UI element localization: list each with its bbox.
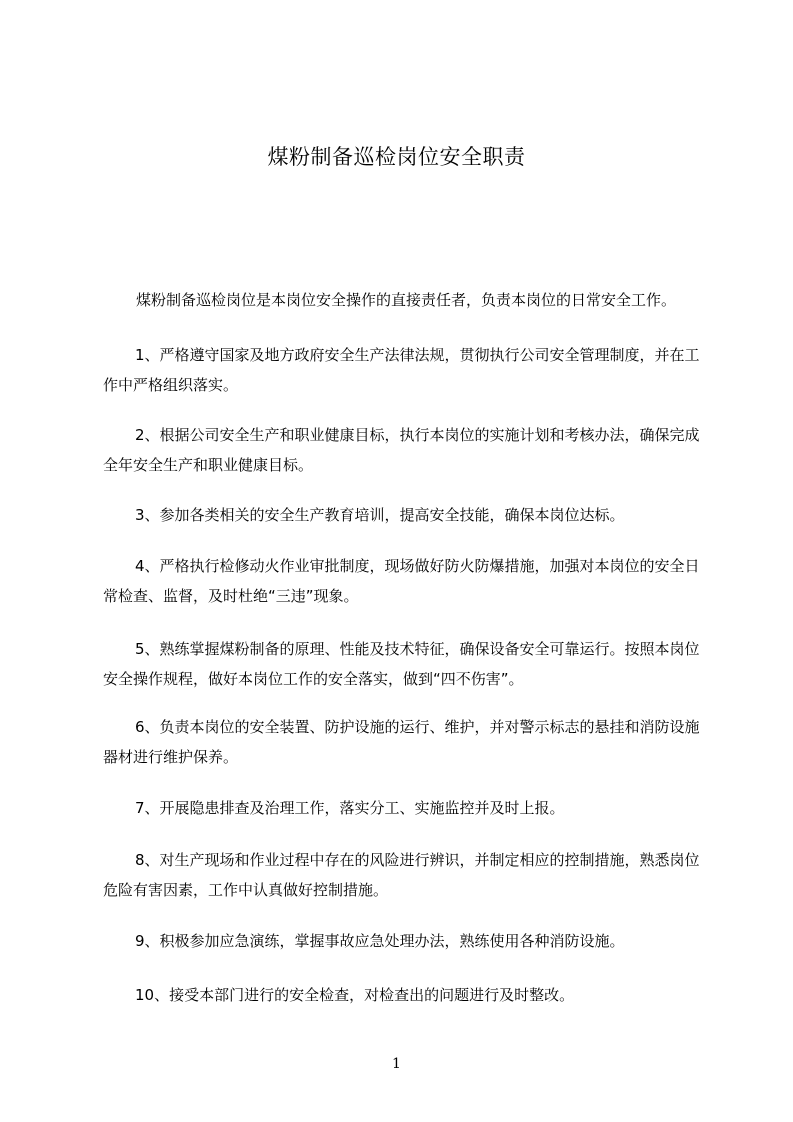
intro-paragraph: 煤粉制备巡检岗位是本岗位安全操作的直接责任者，负责本岗位的日常安全工作。	[136, 291, 677, 309]
duty-item-3: 3、参加各类相关的安全生产教育培训，提高安全技能，确保本岗位达标。	[135, 506, 625, 524]
page-number: 1	[392, 1056, 401, 1072]
duty-item-2: 2、根据公司安全生产和职业健康目标，执行本岗位的实施计划和考核办法，确保完成全年安全生产和职业健康目标。	[103, 426, 700, 474]
duty-item-1: 1、严格遵守国家及地方政府安全生产法律法规，贯彻执行公司安全管理制度，并在工作中严格组织落实。	[103, 346, 700, 394]
duty-item-7: 7、开展隐患排查及治理工作，落实分工、实施监控并及时上报。	[135, 799, 565, 817]
duty-item-6: 6、负责本岗位的安全装置、防护设施的运行、维护，并对警示标志的悬挂和消防设施器材进行维护保养。	[103, 718, 700, 766]
duty-item-10: 10、接受本部门进行的安全检查，对检查出的问题进行及时整改。	[135, 986, 575, 1004]
duty-item-9: 9、积极参加应急演练，掌握事故应急处理办法，熟练使用各种消防设施。	[135, 932, 625, 950]
document-title: 煤粉制备巡检岗位安全职责	[267, 145, 526, 169]
duty-item-8: 8、对生产现场和作业过程中存在的风险进行辨识，并制定相应的控制措施，熟悉岗位危险有害因素，工作中认真做好控制措施。	[103, 851, 700, 899]
duty-item-4: 4、严格执行检修动火作业审批制度，现场做好防火防爆措施，加强对本岗位的安全日常检查、监督，及时杜绝“三违”现象。	[103, 557, 700, 605]
duty-item-5: 5、熟练掌握煤粉制备的原理、性能及技术特征，确保设备安全可靠运行。按照本岗位安全操作规程，做好本岗位工作的安全落实，做到“四不伤害”。	[103, 640, 700, 688]
